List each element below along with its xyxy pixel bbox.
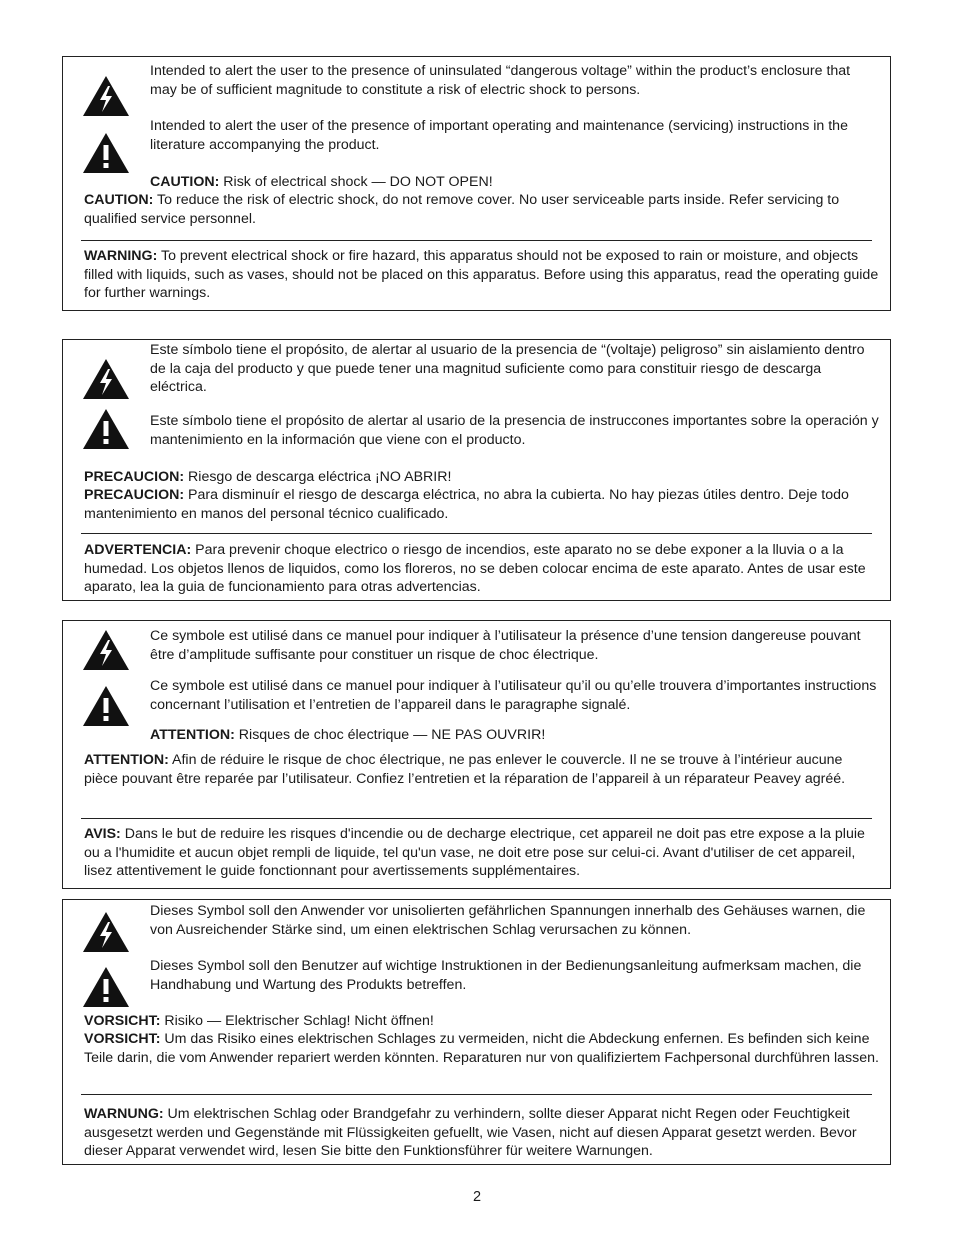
divider [81,818,872,819]
lightning-warning-icon [83,76,129,116]
caution-line: ATTENTION: Risques de choc électrique — NE PAS OUVRIR! [150,727,546,743]
exclaim-symbol-text: Ce symbole est utilisé dans ce manuel pour indiquer à l’utilisateur qu’il ou qu’elle trouvera d’importantes instructions concernant l’utilisation et l’entretien de l’appareil dans le paragraphe signalé. [150,678,877,713]
exclamation-warning-icon [83,133,129,173]
caution-paragraph: CAUTION: To reduce the risk of electric shock, do not remove cover. No user serviceable parts inside. Refer servicing to qualified service personnel. [84,192,840,227]
warning-paragraph: ADVERTENCIA: Para prevenir choque electrico o riesgo de incendios, este aparato no se debe exponer a la lluvia o a la humedad. Los objetos llenos de liquidos, como los floreros, no se deben colocar encima de este aparato. Antes de usar este aparato, lea la guia de funcionamiento para otras advertencias. [84,542,866,595]
safety-box-french [62,620,891,889]
divider [81,1094,872,1095]
exclamation-warning-icon [83,967,129,1007]
divider [81,533,872,534]
warning-paragraph: AVIS: Dans le but de reduire les risques d'incendie ou de decharge electrique, cet appareil ne doit pas etre expose a la pluie ou a l'humidite et aucun objet rempli de liquide, tel qu'un vase, ne doit etre pose sur celui-ci. Avant d'utiliser de cet appareil, lisez attentivement le guide fonctionnant pour avertissements supplémentaires. [84,826,865,879]
caution-paragraph: PRECAUCION: Para disminuír el riesgo de descarga eléctrica, no abra la cubierta. No hay piezas útiles dentro. Deje todo mantenimiento en manos del personal técnico cualificado. [84,487,849,522]
shock-symbol-text: Este símbolo tiene el propósito, de alertar al usuario de la presencia de “(voltaje) peligroso” sin aislamiento dentro de la caja del producto y que puede tener una magnitud suficiente como para constituir riesgo de descarga eléctrica. [150,342,865,395]
divider [81,240,872,241]
warning-paragraph: WARNUNG: Um elektrischen Schlag oder Brandgefahr zu verhindern, sollte dieser Apparat nicht Regen oder Feuchtigkeit ausgesetzt werden und Gegenstände mit Flüssigkeiten gefuellt, wie Vasen, nicht auf diesen Apparat gesetzt werden. Bevor dieser Apparat verwendet wird, lesen Sie bitte den Funktionsführer für weitere Warnungen. [84,1106,857,1159]
exclamation-warning-icon [83,409,129,449]
lightning-warning-icon [83,912,129,952]
shock-symbol-text: Dieses Symbol soll den Anwender vor unisolierten gefährlichen Spannungen innerhalb des Gehäuses warnen, die von Ausreichender Stärke sind, um einen elektrischen Schlag verursachen zu können. [150,903,866,938]
shock-symbol-text: Ce symbole est utilisé dans ce manuel pour indiquer à l’utilisateur la présence d’une tension dangereuse pouvant être d’amplitude suffisante pour constituer un risque de choc électrique. [150,628,861,663]
exclaim-symbol-text: Este símbolo tiene el propósito de alertar al usario de la presencia de instruccones importantes sobre la operación y mantenimiento en la información que viene con el producto. [150,413,879,448]
lightning-warning-icon [83,359,129,399]
safety-box-spanish [62,339,891,601]
safety-box-english [62,56,891,311]
shock-symbol-text: Intended to alert the user to the presence of uninsulated “dangerous voltage” within the product’s enclosure that may be of sufficient magnitude to constitute a risk of electric shock to persons. [150,63,851,98]
exclamation-warning-icon [83,686,129,726]
caution-line: CAUTION: Risk of electrical shock — DO NOT OPEN! [150,174,493,190]
caution-line: PRECAUCION: Riesgo de descarga eléctrica ¡NO ABRIR! [84,469,452,485]
caution-paragraph: VORSICHT: Um das Risiko eines elektrischen Schlages zu vermeiden, nicht die Abdeckung enfernen. Es befinden sich keine Teile darin, die vom Anwender repariert werden könnten. Reparaturen nur von qualifiziertem Fachpersonal durchführen lassen. [84,1031,879,1066]
exclaim-symbol-text: Intended to alert the user of the presence of important operating and maintenance (servicing) instructions in the literature accompanying the product. [150,118,848,153]
page-number: 2 [472,1189,482,1205]
lightning-warning-icon [83,630,129,670]
caution-line: VORSICHT: Risiko — Elektrischer Schlag! Nicht öffnen! [84,1013,434,1029]
safety-box-german [62,899,891,1165]
warning-paragraph: WARNING: To prevent electrical shock or fire hazard, this apparatus should not be exposed to rain or moisture, and objects filled with liquids, such as vases, should not be placed on this apparatus. Before using this apparatus, read the operating guide for further warnings. [84,248,879,301]
caution-paragraph: ATTENTION: Afin de réduire le risque de choc électrique, ne pas enlever le couvercle. Il ne se trouve à l’intérieur aucune pièce pouvant être reparée par l’utilisateur. Confiez l’entretien et la réparation de l’appareil à un réparateur Peavey agréé. [84,752,846,787]
exclaim-symbol-text: Dieses Symbol soll den Benutzer auf wichtige Instruktionen in der Bedienungsanleitung aufmerksam machen, die Handhabung und Wartung des Produkts betreffen. [150,958,862,993]
